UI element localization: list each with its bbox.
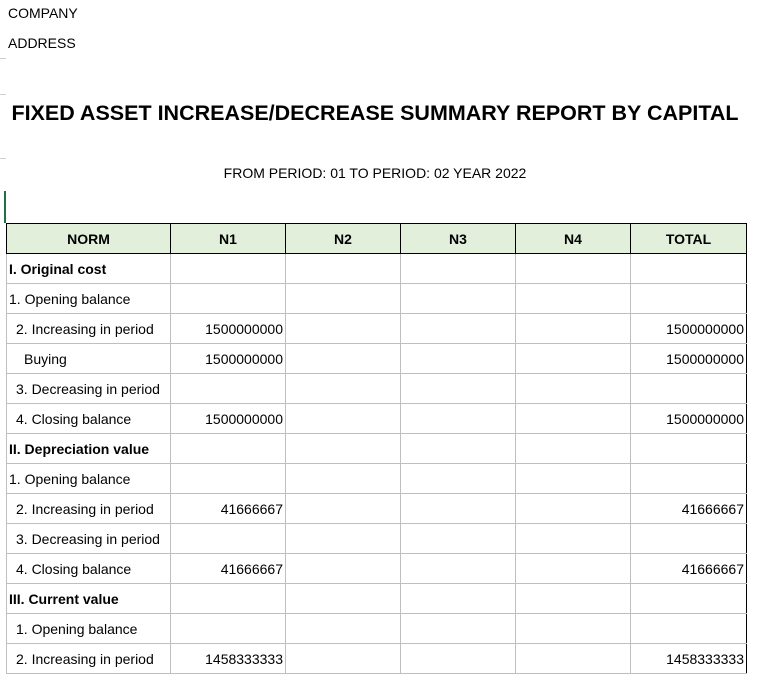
row-label[interactable]: 3. Decreasing in period xyxy=(7,374,171,404)
column-header-norm[interactable]: NORM xyxy=(7,224,171,254)
row-label[interactable]: III. Current value xyxy=(7,584,171,614)
cell-n1[interactable] xyxy=(171,584,286,614)
cell-n1[interactable]: 41666667 xyxy=(171,494,286,524)
report-period[interactable]: FROM PERIOD: 01 TO PERIOD: 02 YEAR 2022 xyxy=(223,165,527,181)
cell-n1[interactable] xyxy=(171,374,286,404)
cell-n3[interactable] xyxy=(401,284,516,314)
table-row xyxy=(7,524,747,554)
cell-total[interactable]: 1458333333 xyxy=(631,644,747,674)
cell-n3[interactable] xyxy=(401,344,516,374)
cell-n3[interactable] xyxy=(401,314,516,344)
cell-n1[interactable] xyxy=(171,254,286,284)
cell-n3[interactable] xyxy=(401,254,516,284)
cell-n3[interactable] xyxy=(401,494,516,524)
row-marker xyxy=(0,158,6,159)
selected-row-marker xyxy=(4,191,6,223)
table-row xyxy=(7,404,747,434)
cell-n3[interactable] xyxy=(401,554,516,584)
table-row xyxy=(7,584,747,614)
cell-n2[interactable] xyxy=(286,524,401,554)
row-label[interactable]: 1. Opening balance xyxy=(7,464,171,494)
column-header-n3[interactable]: N3 xyxy=(401,224,516,254)
table-row xyxy=(7,254,747,284)
cell-n3[interactable] xyxy=(401,524,516,554)
row-label[interactable]: 4. Closing balance xyxy=(7,554,171,584)
cell-n4[interactable] xyxy=(516,644,631,674)
row-label[interactable]: 2. Increasing in period xyxy=(7,644,171,674)
cell-total[interactable]: 1500000000 xyxy=(631,344,747,374)
cell-n4[interactable] xyxy=(516,314,631,344)
table-row xyxy=(7,614,747,644)
cell-n1[interactable]: 1500000000 xyxy=(171,314,286,344)
cell-n4[interactable] xyxy=(516,554,631,584)
cell-n2[interactable] xyxy=(286,464,401,494)
table-row xyxy=(7,644,747,674)
cell-n4[interactable] xyxy=(516,344,631,374)
cell-n2[interactable] xyxy=(286,404,401,434)
cell-n1[interactable]: 41666667 xyxy=(171,554,286,584)
cell-n3[interactable] xyxy=(401,614,516,644)
cell-n1[interactable] xyxy=(171,464,286,494)
cell-n3[interactable] xyxy=(401,434,516,464)
table-row xyxy=(7,554,747,584)
cell-n2[interactable] xyxy=(286,314,401,344)
cell-total[interactable] xyxy=(631,524,747,554)
cell-total[interactable]: 1500000000 xyxy=(631,314,747,344)
cell-n2[interactable] xyxy=(286,554,401,584)
cell-n2[interactable] xyxy=(286,584,401,614)
cell-total[interactable] xyxy=(631,434,747,464)
cell-n1[interactable]: 1500000000 xyxy=(171,344,286,374)
cell-total[interactable] xyxy=(631,254,747,284)
table-row xyxy=(7,464,747,494)
address-label[interactable]: ADDRESS xyxy=(8,35,76,51)
cell-n2[interactable] xyxy=(286,614,401,644)
cell-n1[interactable] xyxy=(171,284,286,314)
cell-n3[interactable] xyxy=(401,644,516,674)
cell-n4[interactable] xyxy=(516,404,631,434)
summary-table xyxy=(6,223,747,674)
table-row xyxy=(7,314,747,344)
row-label[interactable]: II. Depreciation value xyxy=(7,434,171,464)
cell-n2[interactable] xyxy=(286,374,401,404)
cell-n1[interactable] xyxy=(171,434,286,464)
column-header-n4[interactable]: N4 xyxy=(516,224,631,254)
table-row xyxy=(7,494,747,524)
cell-total[interactable] xyxy=(631,284,747,314)
cell-n4[interactable] xyxy=(516,254,631,284)
cell-n4[interactable] xyxy=(516,374,631,404)
cell-n4[interactable] xyxy=(516,494,631,524)
cell-total[interactable] xyxy=(631,584,747,614)
row-label[interactable]: I. Original cost xyxy=(7,254,171,284)
column-header-n1[interactable]: N1 xyxy=(171,224,286,254)
table-header-row xyxy=(7,224,747,254)
cell-n3[interactable] xyxy=(401,374,516,404)
cell-total[interactable] xyxy=(631,614,747,644)
table-row xyxy=(7,284,747,314)
cell-n3[interactable] xyxy=(401,464,516,494)
row-marker xyxy=(0,58,6,59)
cell-n1[interactable] xyxy=(171,524,286,554)
cell-n3[interactable] xyxy=(401,584,516,614)
cell-n1[interactable]: 1500000000 xyxy=(171,404,286,434)
row-label[interactable]: 4. Closing balance xyxy=(7,404,171,434)
cell-total[interactable] xyxy=(631,464,747,494)
cell-total[interactable]: 41666667 xyxy=(631,554,747,584)
cell-n2[interactable] xyxy=(286,344,401,374)
cell-n4[interactable] xyxy=(516,434,631,464)
row-label[interactable]: Buying xyxy=(7,344,171,374)
column-header-total[interactable]: TOTAL xyxy=(631,224,747,254)
cell-n2[interactable] xyxy=(286,284,401,314)
cell-n4[interactable] xyxy=(516,284,631,314)
table-row xyxy=(7,434,747,464)
cell-total[interactable]: 1500000000 xyxy=(631,404,747,434)
cell-n2[interactable] xyxy=(286,644,401,674)
row-label[interactable]: 2. Increasing in period xyxy=(7,494,171,524)
row-label[interactable]: 1. Opening balance xyxy=(7,614,171,644)
cell-n2[interactable] xyxy=(286,434,401,464)
report-title[interactable]: FIXED ASSET INCREASE/DECREASE SUMMARY REPORT BY CAPITAL xyxy=(11,101,739,125)
cell-n4[interactable] xyxy=(516,464,631,494)
cell-n4[interactable] xyxy=(516,584,631,614)
row-marker xyxy=(0,94,6,95)
cell-n4[interactable] xyxy=(516,524,631,554)
cell-n1[interactable]: 1458333333 xyxy=(171,644,286,674)
row-label[interactable]: 1. Opening balance xyxy=(7,284,171,314)
table-row xyxy=(7,374,747,404)
row-label[interactable]: 2. Increasing in period xyxy=(7,314,171,344)
row-label[interactable]: 3. Decreasing in period xyxy=(7,524,171,554)
company-label[interactable]: COMPANY xyxy=(8,5,78,21)
cell-total[interactable] xyxy=(631,374,747,404)
cell-total[interactable]: 41666667 xyxy=(631,494,747,524)
cell-n3[interactable] xyxy=(401,404,516,434)
cell-n2[interactable] xyxy=(286,254,401,284)
table-row xyxy=(7,344,747,374)
cell-n4[interactable] xyxy=(516,614,631,644)
column-header-n2[interactable]: N2 xyxy=(286,224,401,254)
cell-n2[interactable] xyxy=(286,494,401,524)
cell-n1[interactable] xyxy=(171,614,286,644)
